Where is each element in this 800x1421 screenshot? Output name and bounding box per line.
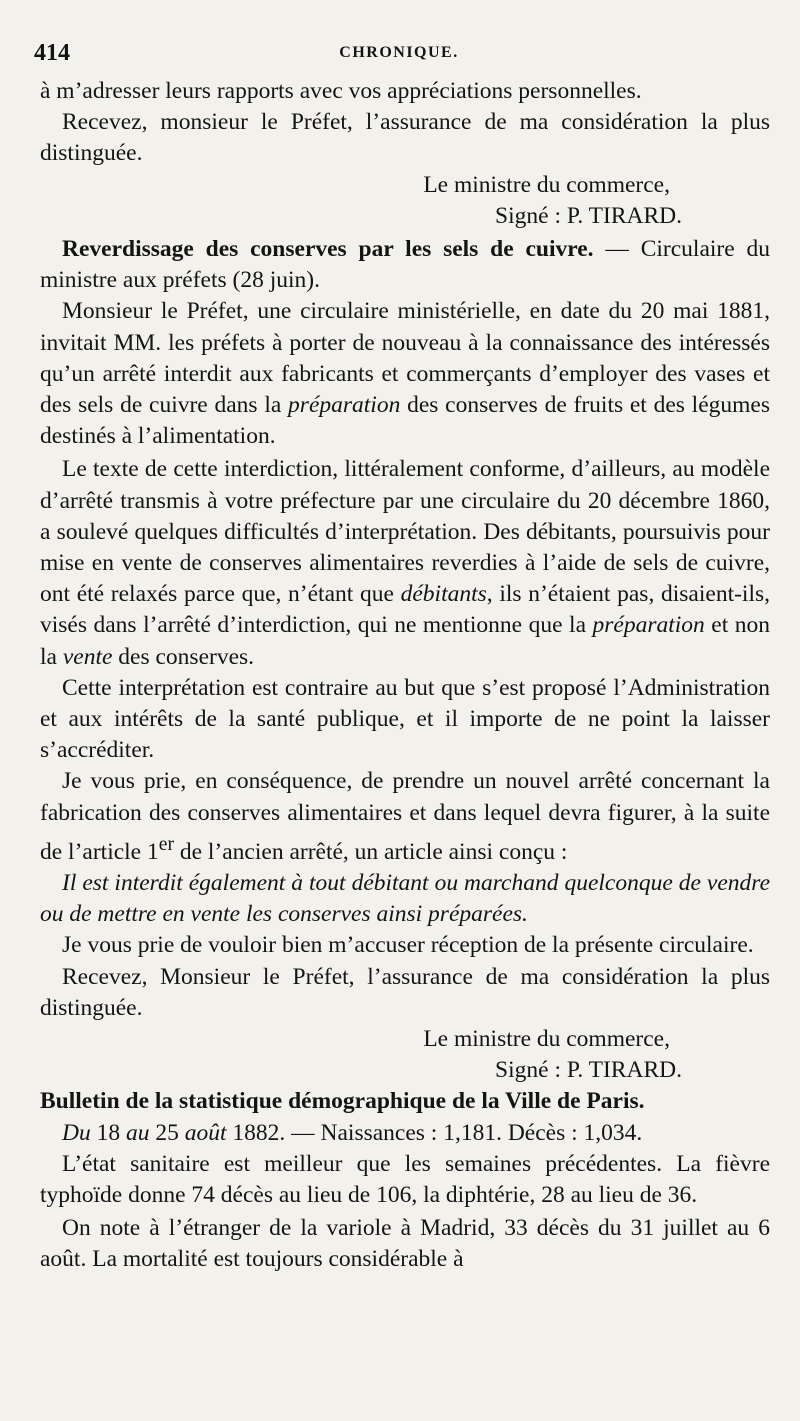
section-subtitle: — Circulaire du ministre aux préfets (28 juin). — [40, 236, 770, 294]
text-run: de l’ancien arrêté, un article ainsi conçu : — [173, 838, 568, 865]
italic-text: Du — [62, 1119, 91, 1146]
continuation-line: à m’adresser leurs rapports avec vos appréciations personnelles. — [40, 78, 642, 104]
text-run: 1 — [147, 838, 159, 865]
closing-salutation: Recevez, Monsieur le Préfet, l’assurance de ma considération la plus distinguée. — [40, 963, 770, 1021]
section-heading — [40, 234, 770, 296]
text-run: des conserves. — [112, 643, 255, 670]
paragraph — [40, 766, 770, 867]
superscript: er — [158, 833, 174, 855]
italic-text: vente — [62, 643, 113, 670]
text-run: Le texte de cette interdiction, littéralement conforme, d’ailleurs, au modèle d’arrêté transmis à votre préfecture par une circulaire du 20 décembre 1860, a soulevé quelques difficultés d’interprétation. Des débitants, poursuivis pour mise en vente de conserves alimentaires reverdies à l’aide de sels de cuivre, ont été relaxés parce que, n’étant que — [40, 456, 770, 608]
section-title: Reverdissage des conserves par les sels de cuivre. — [62, 236, 594, 263]
paragraph — [40, 454, 770, 672]
italic-text: débitants — [400, 581, 487, 608]
signature-name: Signé : P. TIRARD. — [495, 202, 682, 229]
signature-title: Le ministre du commerce, — [423, 1025, 670, 1052]
italic-text: au — [125, 1119, 150, 1146]
italic-text: préparation — [592, 612, 705, 639]
bulletin-heading: Bulletin de la statistique démographique de la Ville de Paris. — [40, 1088, 645, 1115]
text-run: 1882. — Naissances : 1,181. Décès : 1,034. — [226, 1119, 643, 1146]
paragraph: On note à l’étranger de la variole à Madrid, 33 décès du 31 juillet au 6 août. La mortalité est toujours considérable à — [40, 1215, 770, 1273]
paragraph — [40, 296, 770, 452]
text-run: 25 — [149, 1119, 185, 1146]
paragraph: Je vous prie de vouloir bien m’accuser réception de la présente circulaire. — [62, 932, 754, 959]
text-run: Monsieur le Préfet, une circulaire ministérielle, en date du 20 mai 1881, invitait MM. les préfets à porter de nouveau à la connaissance des intéressés qu’un arrêté interdit aux fabricants et commerçants d’employer des vases et des sels de cuivre dans la — [40, 298, 770, 419]
italic-text: août — [184, 1119, 227, 1146]
paragraph: Cette interprétation est contraire au but que s’est proposé l’Administration et aux intérêts de la santé publique, et il importe de ne point la laisser s’accréditer. — [40, 674, 770, 764]
bulletin-dateline — [40, 1118, 770, 1149]
text-run: des conserves de fruits et des légumes destinés à l’alimentation. — [40, 392, 770, 450]
quoted-article: Il est interdit également à tout débitant ou marchand quelconque de vendre ou de mettre en vente les conserves ainsi préparées. — [40, 869, 770, 928]
text-run: , ils n’étaient pas, disaient-ils, visés dans l’arrêté d’interdiction, qui ne mentionne que la — [40, 581, 771, 639]
text-run: Je vous prie, en conséquence, de prendre un nouvel arrêté concernant la fabrication des conserves alimentaires et dans lequel devra figurer, à la suite de l’article — [40, 768, 770, 865]
page-header — [34, 40, 764, 70]
paragraph: L’état sanitaire est meilleur que les semaines précédentes. La fièvre typhoïde donne 74 décès au lieu de 106, la diphtérie, 28 au lieu de 36. — [40, 1150, 770, 1208]
italic-text: préparation — [288, 392, 401, 419]
running-head: CHRONIQUE. — [339, 44, 459, 61]
page-body — [40, 76, 770, 1276]
signature-title: Le ministre du commerce, — [423, 171, 670, 198]
closing-salutation: Recevez, monsieur le Préfet, l’assurance de ma considération la plus distinguée. — [40, 109, 770, 167]
page-number: 414 — [34, 40, 70, 66]
text-run: et non la — [40, 612, 770, 670]
signature-name: Signé : P. TIRARD. — [495, 1057, 682, 1084]
text-run: 18 — [90, 1119, 126, 1146]
